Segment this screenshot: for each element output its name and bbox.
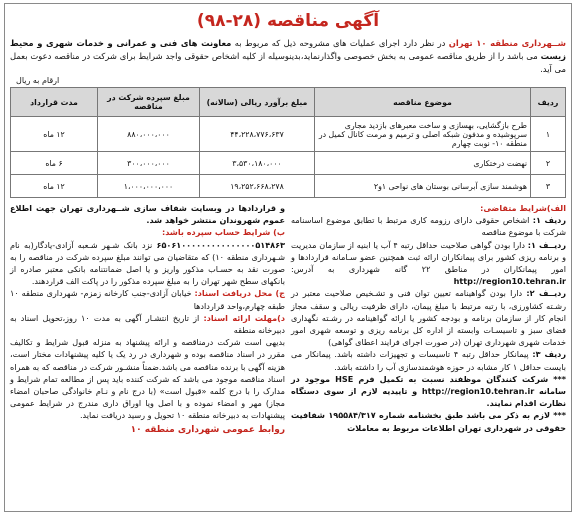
region-site-link[interactable]: http://region10.tehran.ir xyxy=(453,276,566,287)
condition-1-label: ردیف ۱: xyxy=(532,215,566,226)
cell-deposit: ۳۰۰،۰۰۰،۰۰۰ xyxy=(98,152,200,175)
condition-3 xyxy=(291,287,566,348)
condition-3-text: دارا بودن گواهینامه تعیین توان فنی و تشـخیص صلاحیت معتبر در رشـته کشاورزی، با رتبه مرتبط با مبلغ پیمان، دارای ظرفیت ریالی و سقف مجاز انجام کار از سازمان برنامه و بودجه کشور یا ارائه گواهینامه در رشـته نگهداری فضای سبز و تاسیسـات وابسته از اداره کل برنامه ریزی و توسعه شهری امور خدمات شهری شهرداری تهران (در صورت اجرای فرایند اعطای گواهی) xyxy=(291,288,566,348)
table-header-row xyxy=(11,88,566,117)
ad-intro xyxy=(10,37,566,76)
table-row xyxy=(11,152,566,175)
hse-note xyxy=(291,373,566,410)
left-column xyxy=(10,202,285,436)
account-number: ۶۵۰۶۱۰۰۰۰۰۰۰۰۰۰۰۰۰۰۰۵۱۴۸۶۳ xyxy=(156,239,285,250)
table-row xyxy=(11,175,566,198)
table-row xyxy=(11,117,566,152)
section-heading-deadline: د)مهلت ارائه اسناد: xyxy=(203,312,285,323)
condition-4-label: ردیف ۳: xyxy=(532,349,566,360)
cell-subject: طرح بازگشایی، بهسازی و ساخت معبرهای بازدید مجاری سرپوشیده و مدفون شبکه اصلی و ترمیم و مرمت کانال کمیل در منطقه ۱۰- نوبت چهارم xyxy=(315,117,531,152)
condition-2 xyxy=(291,239,566,288)
intro-text-1: در نظر دارد اجرای عملیات های مشروحه ذیل که مربوط به xyxy=(231,38,449,48)
cell-row-no: ۳ xyxy=(531,175,566,198)
intro-text-2: می باشد را از طریق مناقصه عمومی به بخش خصوصی واگذارنماید،بدینوسیله از کلیه اشخاص حقوقی واجد شرایط برای شرکت در مناقصه دعوت بعمل می آید. xyxy=(10,51,566,74)
intro-departments: معاونت های فنی و عمرانی و خدمات شهری و محیط زیست xyxy=(10,38,566,61)
transparency-note: *** لازم به ذکر می باشد طبق بخشنامه شماره ۱۹۵۵۸۴/۳۱۷ شفافیت حقوقی در شهرداری تهران اطلاعات مربوط به معاملات xyxy=(291,410,566,433)
condition-4-text: پیمانکار حداقل رتبه ۴ تاسیسات و تجهیزات داشته باشد. پیمانکار می بایست حداقل ۱ کار مشابه در حوزه هوشمندسازی آب را داشته باشد. xyxy=(291,349,566,372)
general-terms: بدیهی است شرکت درمناقصه و ارائه پیشنهاد به منزله قبول شرایط و تکالیف مقرر در اسناد مناقصه بوده و شهرداری در رد یک یا کلیه پیشنهادات مختار است، هزینه آگهی با برنده مناقصه می باشد.ضمناً منشـور شرکت در مناقصه که به همراه اسناد مناقصه موجود می باشد که شرکت کننده باید پس از مطالعه تمام شرایط و مدارک را با درج کلمه «قبول است» (با درج نام و نـام خانوادگی صاحبان امضاء مجاز) مهر و امضاء نموده و با اصل ویا اوراق داری مندرج در شرایط عمومی پیشنهادات به دبیرخانه منطقه ۱۰ تحویل و رسید دریافت نماید. xyxy=(10,337,285,421)
col-header-estimate: مبلغ برآورد ریالی (سالانه) xyxy=(200,88,315,117)
hse-note-text-a: *** شرکت کنندگان موظفند نسبت به تکمیل فرم HSE موجود در سامانه xyxy=(291,373,566,397)
cell-estimate: ۴۴،۲۲۸،۷۷۶،۶۳۷ xyxy=(200,117,315,152)
cell-row-no: ۱ xyxy=(531,117,566,152)
unit-note: ارقام به ریال xyxy=(16,76,60,85)
col-header-duration: مدت قرارداد xyxy=(11,88,98,117)
condition-1-text: اشخاص حقوقی دارای رزومه کاری مرتبط با تطابق موضوع اساسنامه شرکت با موضوع مناقصه xyxy=(291,215,566,238)
condition-1 xyxy=(291,214,566,238)
cell-duration: ۱۲ ماه xyxy=(11,117,98,152)
col-header-deposit: مبلغ سپرده شرکت در مناقصه xyxy=(98,88,200,117)
section-heading-deposit: ب) شرایط حساب سپرده باشد: xyxy=(162,227,285,238)
cell-deposit: ۱،۰۰۰،۰۰۰،۰۰۰ xyxy=(98,175,200,198)
condition-2-label: ردیــف ۱: xyxy=(527,239,567,250)
location-text: خیابان آزادی-جنب کارخانه زمزم- شهرداری منطقه ۱۰ طبقه چهارم،واحد قراردادها xyxy=(10,288,285,311)
col-header-row-no: ردیف xyxy=(531,88,566,117)
ad-title: آگهی مناقصه (۲۸-۹۸) xyxy=(196,11,380,31)
hse-site-link[interactable]: http://region10.tehran.ir xyxy=(421,386,535,397)
condition-4 xyxy=(291,348,566,372)
col-header-subject: موضوع مناقصه xyxy=(315,88,531,117)
right-column xyxy=(291,202,566,436)
tender-table xyxy=(10,87,566,198)
deposit-text: نزد بانک شـهر شـعبه آزادی-یادگار(به نام شـهرداری منطقه ۱۰) که متقاضیان می توانند مبلغ سپرده شرکت در مناقصه را به صورت نقد به حسـاب مذکور واریز و یا اصل ضمانتنامه بانکی معتبر صادره از بانکهای سطح شهر تهران را به مبلغ سپرده مذکور را در پاکت الف قراردهند. xyxy=(10,239,285,287)
cell-row-no: ۲ xyxy=(531,152,566,175)
condition-2-text: دارا بودن گواهی صلاحیت حداقل رتبه ۴ آب یا ابنیه از سازمان مدیریت و برنامه ریزی کشور برای پیمانکاران ارائه ثبت همچنین عضو سـامانه قراردادها و امور پیمانکاران در مناطق ۲۲ گانه شهرداری به آدرس: xyxy=(291,239,566,275)
documents-deadline xyxy=(10,312,285,336)
tender-advertisement xyxy=(4,3,572,512)
cell-subject: نهضت درختکاری xyxy=(315,152,531,175)
public-relations-signature: روابط عمومی شهرداری منطقه ۱۰ xyxy=(130,424,285,435)
section-heading-conditions: الف)شرایط متقاضی: xyxy=(480,203,566,213)
cell-estimate: ۱۹،۲۵۲،۶۶۸،۲۷۸ xyxy=(200,175,315,198)
cell-duration: ۱۲ ماه xyxy=(11,175,98,198)
deadline-text: از تاریخ انتشـار آگهی به مدت ۱۰ روز،تحویل اسناد به دبیرخانه منطقه xyxy=(10,312,285,336)
cell-duration: ۶ ماه xyxy=(11,152,98,175)
section-heading-location: ج) محل دریافت اسناد: xyxy=(194,288,285,299)
ad-header xyxy=(10,6,566,36)
documents-location xyxy=(10,287,285,311)
conditions-columns xyxy=(10,202,566,436)
cell-deposit: ۸۸۰،۰۰۰،۰۰۰ xyxy=(98,117,200,152)
cell-estimate: ۳،۵۳۰،۱۸۰،۰۰۰ xyxy=(200,152,315,175)
condition-3-label: ردیــف ۲: xyxy=(526,288,566,299)
hse-note-text-b: و تاییدیه لازم از سوی دستگاه نظارت اقدام نمایند. xyxy=(291,386,566,409)
intro-org: شــهرداری منطقه ۱۰ تهران xyxy=(448,38,566,48)
transparency-note-cont: و قراردادها در وبسایت شفاف سازی شــهرداری تهران جهت اطلاع عموم شهروندان منتشر خواهد شد. xyxy=(10,203,285,226)
cell-subject: هوشمند سازی آبرسانی بوستان های نواحی ۱و۲ xyxy=(315,175,531,198)
deposit-account xyxy=(10,239,285,288)
